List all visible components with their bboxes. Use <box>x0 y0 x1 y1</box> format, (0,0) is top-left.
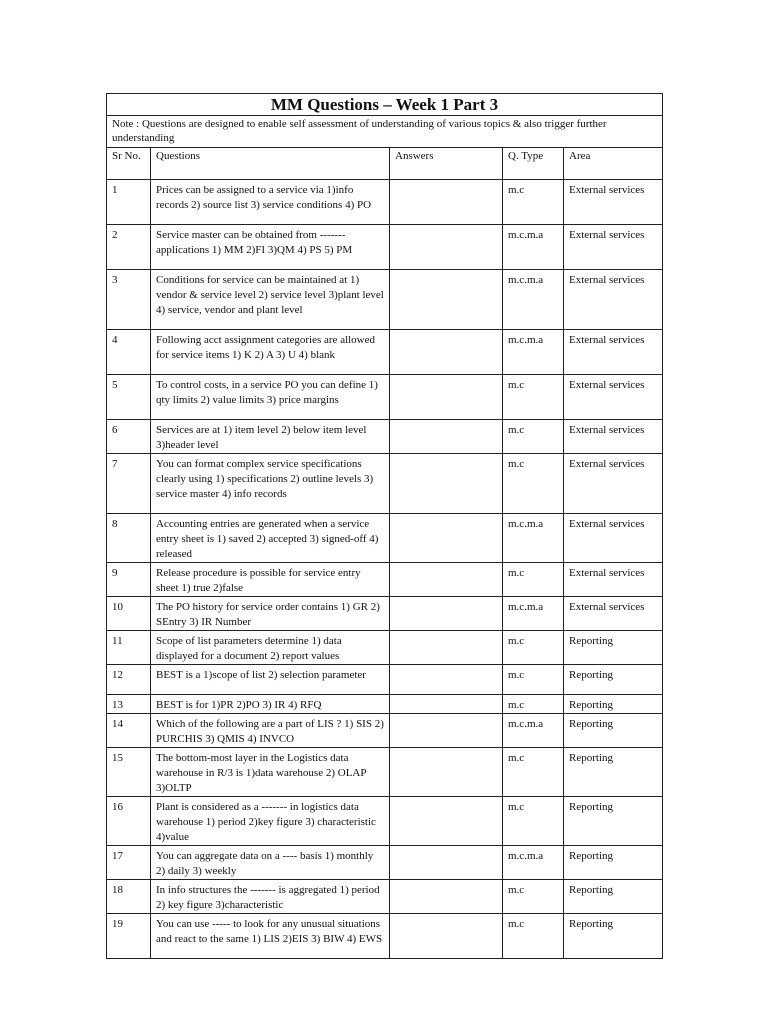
row-answer-cell[interactable] <box>390 420 503 454</box>
questions-table <box>106 93 663 959</box>
row-question-cell: You can use ----- to look for any unusual situations and react to the same 1) LIS 2)EIS 3) BIW 4) EWS <box>151 914 390 959</box>
table-row <box>107 420 663 454</box>
row-answer-cell[interactable] <box>390 514 503 563</box>
row-qtype-cell: m.c.m.a <box>503 846 564 880</box>
row-qtype-cell: m.c.m.a <box>503 225 564 270</box>
row-answer-cell[interactable] <box>390 880 503 914</box>
row-sr-cell: 7 <box>107 454 151 514</box>
table-row <box>107 225 663 270</box>
table-row <box>107 597 663 631</box>
row-area-cell: Reporting <box>564 695 663 714</box>
row-sr-cell: 8 <box>107 514 151 563</box>
document-note: Note : Questions are designed to enable self assessment of understanding of various topics & also trigger further understanding <box>107 116 663 148</box>
row-area-cell: Reporting <box>564 880 663 914</box>
table-row <box>107 914 663 959</box>
note-row <box>107 116 663 148</box>
row-sr-cell: 15 <box>107 748 151 797</box>
row-answer-cell[interactable] <box>390 330 503 375</box>
row-qtype-cell: m.c.m.a <box>503 270 564 330</box>
row-qtype-cell: m.c <box>503 375 564 420</box>
row-area-cell: Reporting <box>564 797 663 846</box>
row-question-cell: BEST is for 1)PR 2)PO 3) IR 4) RFQ <box>151 695 390 714</box>
column-header-answers: Answers <box>390 148 503 180</box>
row-qtype-cell: m.c <box>503 180 564 225</box>
row-sr-cell: 13 <box>107 695 151 714</box>
row-qtype-cell: m.c.m.a <box>503 514 564 563</box>
row-area-cell: External services <box>564 597 663 631</box>
row-answer-cell[interactable] <box>390 665 503 695</box>
row-qtype-cell: m.c <box>503 665 564 695</box>
row-area-cell: External services <box>564 454 663 514</box>
table-row <box>107 714 663 748</box>
row-answer-cell[interactable] <box>390 914 503 959</box>
row-sr-cell: 3 <box>107 270 151 330</box>
row-sr-cell: 18 <box>107 880 151 914</box>
row-area-cell: External services <box>564 330 663 375</box>
document-page <box>106 93 662 959</box>
row-sr-cell: 5 <box>107 375 151 420</box>
row-area-cell: External services <box>564 270 663 330</box>
row-sr-cell: 14 <box>107 714 151 748</box>
row-qtype-cell: m.c <box>503 695 564 714</box>
row-qtype-cell: m.c <box>503 454 564 514</box>
row-question-cell: You can aggregate data on a ---- basis 1) monthly 2) daily 3) weekly <box>151 846 390 880</box>
row-answer-cell[interactable] <box>390 563 503 597</box>
row-question-cell: The bottom-most layer in the Logistics data warehouse in R/3 is 1)data warehouse 2) OLAP 3)OLTP <box>151 748 390 797</box>
table-row <box>107 454 663 514</box>
table-row <box>107 665 663 695</box>
row-question-cell: Which of the following are a part of LIS ? 1) SIS 2) PURCHIS 3) QMIS 4) INVCO <box>151 714 390 748</box>
row-question-cell: Prices can be assigned to a service via 1)info records 2) source list 3) service conditions 4) PO <box>151 180 390 225</box>
table-row <box>107 514 663 563</box>
row-area-cell: Reporting <box>564 714 663 748</box>
row-sr-cell: 19 <box>107 914 151 959</box>
row-sr-cell: 17 <box>107 846 151 880</box>
row-question-cell: Accounting entries are generated when a service entry sheet is 1) saved 2) accepted 3) signed-off 4) released <box>151 514 390 563</box>
row-answer-cell[interactable] <box>390 180 503 225</box>
row-qtype-cell: m.c <box>503 631 564 665</box>
row-question-cell: Conditions for service can be maintained at 1) vendor & service level 2) service level 3)plant level 4) service, vendor and plant level <box>151 270 390 330</box>
row-question-cell: Plant is considered as a ------- in logistics data warehouse 1) period 2)key figure 3) characteristic 4)value <box>151 797 390 846</box>
row-sr-cell: 2 <box>107 225 151 270</box>
row-answer-cell[interactable] <box>390 270 503 330</box>
table-row <box>107 375 663 420</box>
row-sr-cell: 10 <box>107 597 151 631</box>
row-area-cell: External services <box>564 563 663 597</box>
row-question-cell: Following acct assignment categories are allowed for service items 1) K 2) A 3) U 4) blank <box>151 330 390 375</box>
row-sr-cell: 4 <box>107 330 151 375</box>
column-header-questions: Questions <box>151 148 390 180</box>
title-row <box>107 94 663 116</box>
table-body <box>107 180 663 959</box>
row-area-cell: External services <box>564 225 663 270</box>
row-sr-cell: 1 <box>107 180 151 225</box>
row-sr-cell: 16 <box>107 797 151 846</box>
row-area-cell: External services <box>564 180 663 225</box>
row-answer-cell[interactable] <box>390 225 503 270</box>
row-area-cell: Reporting <box>564 748 663 797</box>
row-qtype-cell: m.c.m.a <box>503 330 564 375</box>
row-answer-cell[interactable] <box>390 797 503 846</box>
row-answer-cell[interactable] <box>390 846 503 880</box>
row-sr-cell: 9 <box>107 563 151 597</box>
row-area-cell: Reporting <box>564 914 663 959</box>
row-answer-cell[interactable] <box>390 748 503 797</box>
row-answer-cell[interactable] <box>390 714 503 748</box>
table-row <box>107 563 663 597</box>
column-header-area: Area <box>564 148 663 180</box>
row-qtype-cell: m.c <box>503 748 564 797</box>
row-sr-cell: 12 <box>107 665 151 695</box>
row-area-cell: External services <box>564 420 663 454</box>
row-answer-cell[interactable] <box>390 375 503 420</box>
row-qtype-cell: m.c.m.a <box>503 597 564 631</box>
row-question-cell: Service master can be obtained from ------- applications 1) MM 2)FI 3)QM 4) PS 5) PM <box>151 225 390 270</box>
document-title: MM Questions – Week 1 Part 3 <box>107 94 663 116</box>
row-sr-cell: 11 <box>107 631 151 665</box>
row-question-cell: BEST is a 1)scope of list 2) selection parameter <box>151 665 390 695</box>
header-row <box>107 148 663 180</box>
row-answer-cell[interactable] <box>390 631 503 665</box>
row-answer-cell[interactable] <box>390 597 503 631</box>
row-qtype-cell: m.c <box>503 914 564 959</box>
row-qtype-cell: m.c <box>503 880 564 914</box>
row-answer-cell[interactable] <box>390 695 503 714</box>
table-row <box>107 180 663 225</box>
row-question-cell: Services are at 1) item level 2) below item level 3)header level <box>151 420 390 454</box>
row-question-cell: In info structures the ------- is aggregated 1) period 2) key figure 3)characteristic <box>151 880 390 914</box>
row-qtype-cell: m.c <box>503 563 564 597</box>
row-answer-cell[interactable] <box>390 454 503 514</box>
row-area-cell: Reporting <box>564 631 663 665</box>
row-qtype-cell: m.c <box>503 797 564 846</box>
row-question-cell: You can format complex service specifications clearly using 1) specifications 2) outline levels 3) service master 4) info records <box>151 454 390 514</box>
row-qtype-cell: m.c.m.a <box>503 714 564 748</box>
table-row <box>107 330 663 375</box>
table-row <box>107 748 663 797</box>
column-header-qtype: Q. Type <box>503 148 564 180</box>
row-question-cell: The PO history for service order contains 1) GR 2) SEntry 3) IR Number <box>151 597 390 631</box>
row-qtype-cell: m.c <box>503 420 564 454</box>
row-question-cell: To control costs, in a service PO you can define 1) qty limits 2) value limits 3) price margins <box>151 375 390 420</box>
table-row <box>107 270 663 330</box>
row-area-cell: Reporting <box>564 846 663 880</box>
table-row <box>107 880 663 914</box>
column-header-sr: Sr No. <box>107 148 151 180</box>
table-row <box>107 846 663 880</box>
table-row <box>107 797 663 846</box>
row-question-cell: Release procedure is possible for service entry sheet 1) true 2)false <box>151 563 390 597</box>
row-area-cell: Reporting <box>564 665 663 695</box>
table-row <box>107 631 663 665</box>
row-area-cell: External services <box>564 514 663 563</box>
row-sr-cell: 6 <box>107 420 151 454</box>
row-area-cell: External services <box>564 375 663 420</box>
row-question-cell: Scope of list parameters determine 1) data displayed for a document 2) report values <box>151 631 390 665</box>
table-row <box>107 695 663 714</box>
